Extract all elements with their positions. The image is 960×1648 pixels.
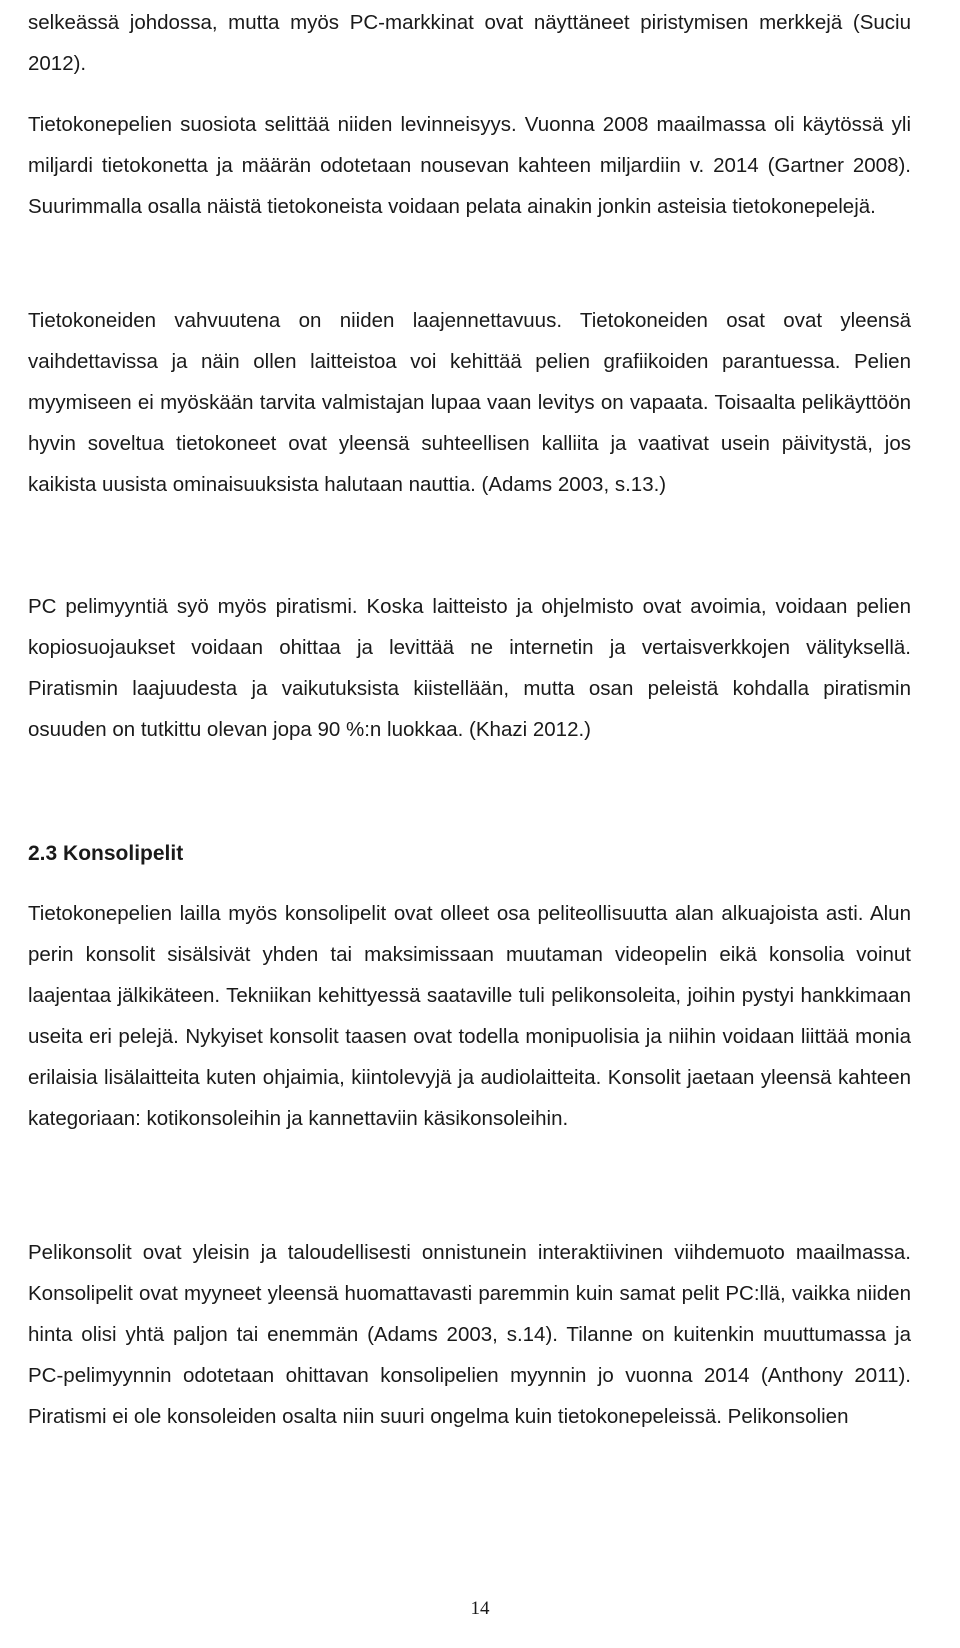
body-paragraph: Pelikonsolit ovat yleisin ja taloudellisesti onnistunein interaktiivinen viihdemuoto maailmassa. Konsolipelit ovat myyneet yleensä huomattavasti paremmin kuin samat pelit PC:llä, vaikka niiden hinta olisi yhtä paljon tai enemmän (Adams 2003, s.14). Tilanne on kuitenkin muuttumassa ja PC-pelimyynnin odotetaan ohittavan konsolipelien myynnin jo vuonna 2014 (Anthony 2011). Piratismi ei ole konsoleiden osalta niin suuri ongelma kuin tietokonepeleissä. Pelikonsolien [28, 1241, 911, 1428]
body-paragraph: Tietokonepelien lailla myös konsolipelit ovat olleet osa peliteollisuutta alan alkuajoista asti. Alun perin konsolit sisälsivät yhden tai maksimissaan muutaman videopelin eikä konsolia voinut laajentaa jälkikäteen. Tekniikan kehittyessä saataville tuli pelikonsoleita, joihin pystyi hankkimaan useita eri pelejä. Nykyiset konsolit taasen ovat todella monipuolisia ja niihin voidaan liittää monia erilaisia lisälaitteita kuten ohjaimia, kiintolevyjä ja audiolaitteita. Konsolit jaetaan yleensä kahteen kategoriaan: kotikonsoleihin ja kannettaviin käsikonsoleihin. [28, 902, 911, 1130]
body-paragraph: selkeässä johdossa, mutta myös PC-markkinat ovat näyttäneet piristymisen merkkejä (Suciu 2012). [28, 11, 911, 75]
page-number: 14 [470, 1598, 490, 1619]
body-paragraph: Tietokoneiden vahvuutena on niiden laajennettavuus. Tietokoneiden osat ovat yleensä vaihdettavissa ja näin ollen laitteistoa voi kehittää pelien grafiikoiden parantuessa. Pelien myymiseen ei myöskään tarvita valmistajan lupaa vaan levitys on vapaata. Toisaalta pelikäyttöön hyvin soveltua tietokoneet ovat yleensä suhteellisen kalliita ja vaativat usein päivitystä, jos kaikista uusista ominaisuuksista halutaan nauttia. (Adams 2003, s.13.) [28, 309, 911, 496]
body-paragraph: Tietokonepelien suosiota selittää niiden levinneisyys. Vuonna 2008 maailmassa oli käytössä yli miljardi tietokonetta ja määrän odotetaan nousevan kahteen miljardiin v. 2014 (Gartner 2008). Suurimmalla osalla näistä tietokoneista voidaan pelata ainakin jonkin asteisia tietokonepelejä. [28, 113, 911, 218]
section-heading: 2.3 Konsolipelit [28, 842, 184, 865]
body-paragraph: PC pelimyyntiä syö myös piratismi. Koska laitteisto ja ohjelmisto ovat avoimia, voidaan pelien kopiosuojaukset voidaan ohittaa ja levittää ne internetin ja vertaisverkkojen välityksellä. Piratismin laajuudesta ja vaikutuksista kiistellään, mutta osan peleistä kohdalla piratismin osuuden on tutkittu olevan jopa 90 %:n luokkaa. (Khazi 2012.) [28, 595, 911, 741]
